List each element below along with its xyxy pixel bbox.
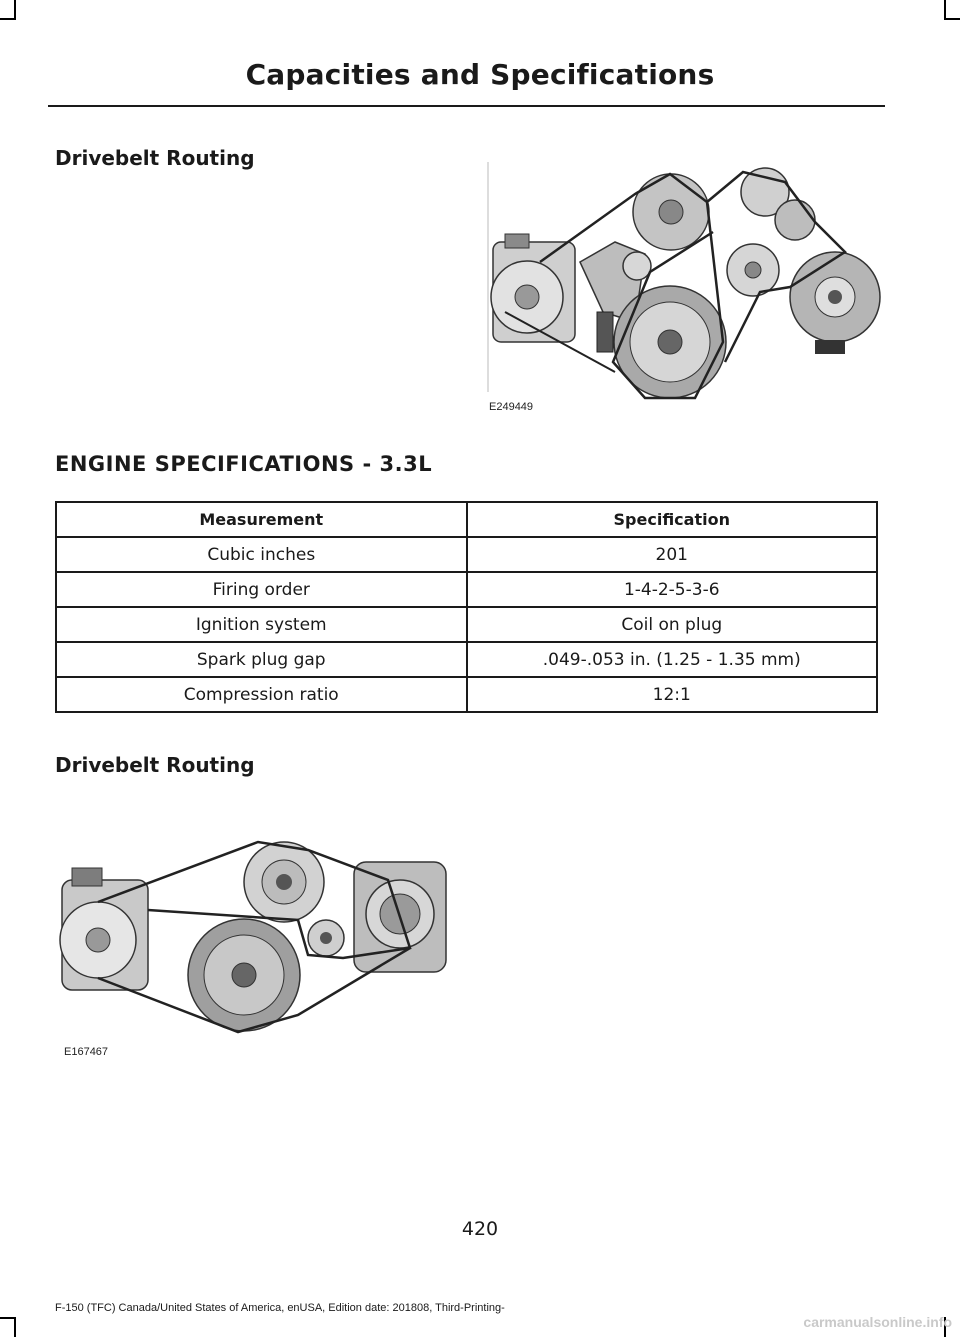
column-header-specification: Specification — [467, 502, 878, 537]
table-cell-measurement: Spark plug gap — [56, 642, 467, 677]
table-cell-measurement: Cubic inches — [56, 537, 467, 572]
table-row — [56, 677, 877, 712]
figure-code-bottom: E167467 — [64, 1046, 109, 1058]
crop-mark — [0, 18, 16, 20]
table-cell-measurement: Firing order — [56, 572, 467, 607]
table-row — [56, 572, 877, 607]
header-divider — [48, 105, 885, 107]
table-cell-specification: 201 — [467, 537, 878, 572]
engine-specs-heading: ENGINE SPECIFICATIONS - 3.3L — [55, 452, 433, 476]
edition-footer: F-150 (TFC) Canada/United States of America, enUSA, Edition date: 201808, Third-Printing- — [55, 1302, 505, 1314]
crop-mark — [944, 0, 946, 18]
table-cell-specification: 1-4-2-5-3-6 — [467, 572, 878, 607]
table-row — [56, 537, 877, 572]
table-cell-specification: Coil on plug — [467, 607, 878, 642]
table-header-row — [56, 502, 877, 537]
engine-specs-table — [55, 501, 878, 713]
crop-mark — [944, 18, 960, 20]
table-cell-measurement: Compression ratio — [56, 677, 467, 712]
table-row — [56, 607, 877, 642]
drivebelt-diagram-top — [485, 162, 885, 402]
figure-code-top: E249449 — [489, 401, 534, 413]
watermark: carmanualsonline.info — [803, 1314, 952, 1330]
drivebelt-diagram-bottom — [58, 840, 458, 1045]
table-cell-measurement: Ignition system — [56, 607, 467, 642]
table-cell-specification: 12:1 — [467, 677, 878, 712]
table-row — [56, 642, 877, 677]
table-cell-specification: .049-.053 in. (1.25 - 1.35 mm) — [467, 642, 878, 677]
section-heading-drivebelt-top: Drivebelt Routing — [55, 146, 255, 170]
crop-mark — [14, 1317, 16, 1337]
page-title: Capacities and Specifications — [245, 58, 715, 91]
crop-mark — [14, 0, 16, 18]
column-header-measurement: Measurement — [56, 502, 467, 537]
section-heading-drivebelt-bottom: Drivebelt Routing — [55, 753, 255, 777]
page-number: 420 — [461, 1218, 499, 1240]
